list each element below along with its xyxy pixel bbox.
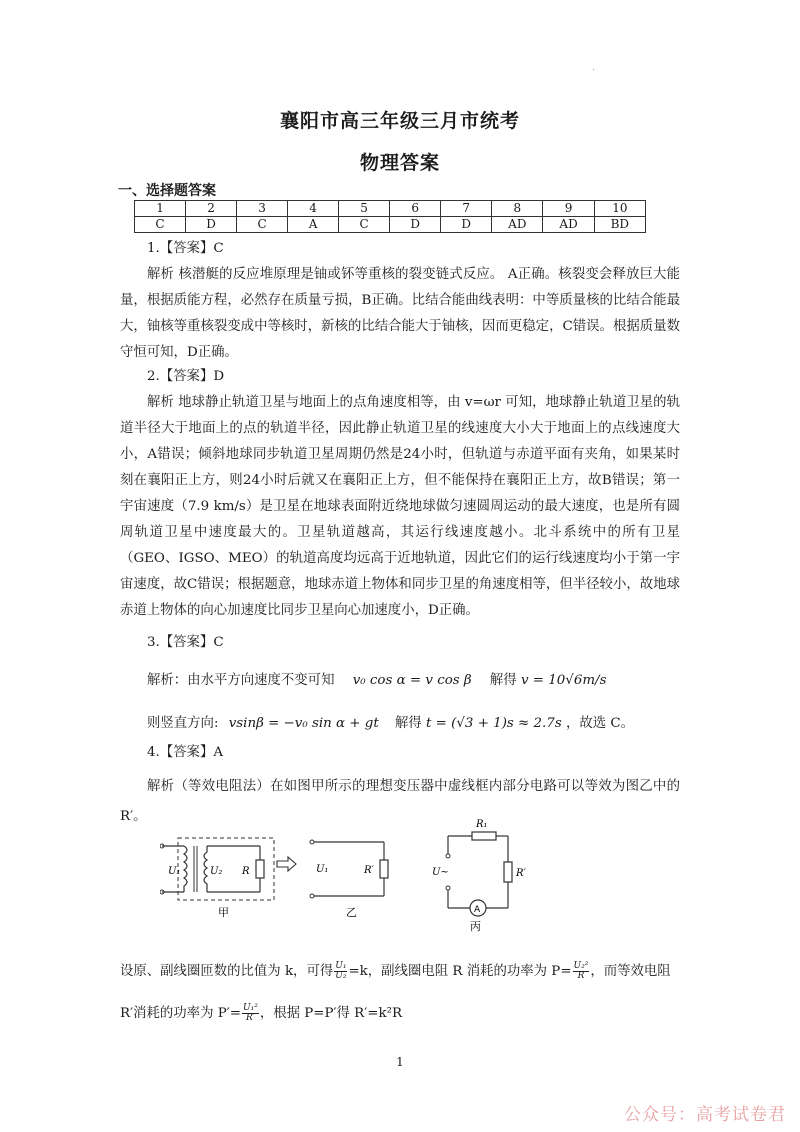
figure-bing-terminal — [446, 886, 450, 890]
figure-yi-caption: 乙 — [346, 906, 357, 919]
answer-table-number-cell: 9 — [543, 201, 594, 217]
q3-line2-prefix: 则竖直方向: — [147, 716, 219, 731]
figure-yi-terminal — [310, 840, 314, 844]
answer-table-answer-cell: C — [237, 217, 288, 233]
q4-label: 4.【答案】A — [147, 745, 224, 760]
answer-table-answer-cell: BD — [594, 217, 645, 233]
answer-table-number-cell: 1 — [135, 201, 186, 217]
q4-line4 — [120, 1002, 402, 1023]
q3-line1 — [147, 669, 606, 688]
answer-table-answer-cell: AD — [492, 217, 543, 233]
answer-table-answer-cell: AD — [543, 217, 594, 233]
figure-jia-r: R — [242, 866, 250, 877]
q3-line1-prefix: 解析：由水平方向速度不变可知 — [147, 673, 335, 688]
q4-frac3-den: R′ — [245, 1013, 255, 1023]
answer-table-number-cell: 7 — [441, 201, 492, 217]
figure-jia — [160, 832, 278, 924]
q4-frac2-den: R — [577, 971, 585, 981]
q3-eq-vertical: vsinβ = −v₀ sin α + gt — [228, 716, 379, 731]
figure-bing-resistor-r — [504, 862, 512, 882]
q4-frac1-num: U₁ — [335, 961, 347, 971]
answer-table-answer-cell: D — [186, 217, 237, 233]
figure-bing-caption: 丙 — [470, 920, 481, 933]
page-subtitle: 物理答案 — [359, 152, 440, 174]
page-title: 襄阳市高三年级三月市统考 — [279, 110, 520, 132]
figure-bing-meter-label: A — [474, 905, 481, 915]
q4-frac1-den: U₂ — [335, 971, 347, 981]
q2-label: 2.【答案】D — [147, 369, 225, 384]
q4-frac2 — [573, 962, 590, 981]
answer-table-number-cell: 5 — [339, 201, 390, 217]
figure-yi — [306, 832, 402, 924]
q3-eq-v: v = 10√6m/s — [520, 673, 607, 688]
answer-table-answer-cell: A — [288, 217, 339, 233]
answer-table — [134, 200, 646, 233]
figure-jia-resistor — [256, 860, 264, 878]
q3-label: 3.【答案】C — [147, 635, 224, 650]
section-heading: 一、选择题答案 — [118, 183, 216, 199]
figure-jia-caption: 甲 — [218, 906, 229, 919]
answer-table-answer-cell: C — [339, 217, 390, 233]
q4-frac3 — [242, 1004, 259, 1023]
figure-jia-secondary-coil — [204, 846, 207, 892]
figure-jia-primary-coil — [184, 846, 187, 892]
figure-bing-resistor-r1 — [472, 832, 496, 840]
watermark: 公众号：高考试卷君 — [624, 1105, 786, 1125]
q4-frac2-num: U₂² — [573, 961, 589, 971]
figure-jia-u2: U₂ — [210, 866, 223, 877]
figure-bing-terminal — [446, 854, 450, 858]
q3-eq-t: t = (√3 + 1)s ≈ 2.7s — [426, 716, 562, 731]
answer-table-answer-cell: D — [390, 217, 441, 233]
q4-line3-c: ，而等效电阻 — [590, 964, 671, 979]
figure-bing-r1: R₁ — [476, 819, 488, 830]
page-number: 1 — [396, 1055, 404, 1069]
answer-table-number-cell: 2 — [186, 201, 237, 217]
answer-table-answer-cell: C — [135, 217, 186, 233]
figure-bing — [428, 814, 544, 934]
figure-yi-resistor — [380, 860, 388, 878]
q3-line2-mid: 解得 — [395, 716, 422, 731]
answer-table-number-row — [135, 201, 646, 217]
q4-frac1 — [334, 962, 347, 981]
figure-yi-u1: U₁ — [316, 864, 329, 875]
q4-frac3-num: U₁² — [243, 1003, 258, 1013]
figure-yi-terminal — [310, 894, 314, 898]
answer-table-answer-cell: D — [441, 217, 492, 233]
figure-bing-r: R′ — [516, 868, 526, 879]
figure-yi-r: R′ — [364, 865, 374, 876]
q1-analysis: 解析 核潜艇的反应堆原理是铀或钚等重核的裂变链式反应。 A正确。核裂变会释放巨大能量，根据质能方程，必然存在质量亏损，B正确。比结合能曲线表明：中等质量核的比结合能最大，铀核等重核裂变成中等核时，新核的比结合能大于铀核，因而更稳定，C错误。根据质量数守恒可知，D正确。 — [120, 267, 680, 360]
figure-jia-u1: U₁ — [168, 866, 181, 877]
q2-analysis: 解析 地球静止轨道卫星与地面上的点角速度相等，由 v=ωr 可知，地球静止轨道卫星的轨道半径大于地面上的点的轨道半径，因此静止轨道卫星的线速度大小大于地面上的点线速度大小，A错误；倾斜地球同步轨道卫星周期仍然是24小时，但轨道与赤道平面有夹角，如果某时刻在襄阳正上方，则24小时后就又在襄阳正上方，但不能保持在襄阳正上方，故B错误；第一宇宙速度（7.9 km/s）是卫星在地球表面附近绕地球做匀速圆周运动的最大速度，也是所有圆周轨道卫星中速度最大的。卫星轨道越高，其运行线速度越小。北斗系统中的所有卫星（GEO、IGSO、MEO）的轨道高度均远高于近地轨道，因此它们的运行线速度均小于第一宇宙速度，故C错误；根据题意，地球赤道上物体和同步卫星的角速度相等，但半径较小，故地球赤道上物体的向心加速度比同步卫星向心加速度小，D正确。 — [120, 395, 680, 618]
q4-line3 — [120, 960, 671, 981]
figure-bing-u: U~ — [432, 867, 449, 878]
q4-line3-b: =k，副线圈电阻 R 消耗的功率为 P= — [348, 964, 572, 979]
answer-table-number-cell: 4 — [288, 201, 339, 217]
q4-line4-a: R′消耗的功率为 P′= — [120, 1006, 241, 1021]
q3-line2 — [147, 712, 634, 731]
q3-line1-mid: 解得 — [489, 673, 517, 688]
stray-dot: . — [592, 62, 596, 73]
answer-table-answer-row — [135, 217, 646, 233]
q4-line3-a: 设原、副线圈匝数的比值为 k，可得 — [120, 964, 334, 979]
answer-table-number-cell: 8 — [492, 201, 543, 217]
answer-table-number-cell: 10 — [594, 201, 645, 217]
q4-line4-b: ，根据 P=P′得 R′=k²R — [259, 1006, 403, 1021]
q3-line2-suffix: ，故选 C。 — [565, 716, 635, 731]
answer-table-number-cell: 6 — [390, 201, 441, 217]
answer-table-number-cell: 3 — [237, 201, 288, 217]
q1-label: 1.【答案】C — [147, 241, 224, 256]
arrow-icon — [276, 856, 298, 872]
q4-analysis: 解析（等效电阻法）在如图甲所示的理想变压器中虚线框内部分电路可以等效为图乙中的 R′。 — [120, 779, 680, 824]
q3-eq-horizontal: v₀ cos α = v cos β — [352, 673, 472, 688]
